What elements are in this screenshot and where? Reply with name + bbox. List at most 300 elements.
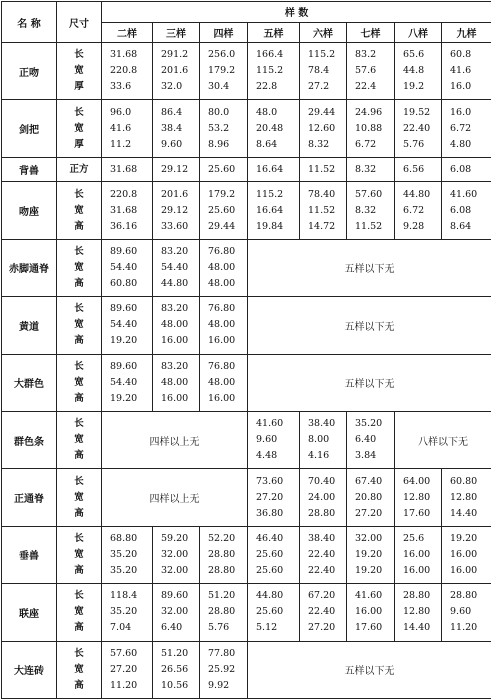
value: 38.4 <box>161 122 183 134</box>
value: 11.52 <box>308 163 336 175</box>
value: 89.60 <box>161 590 189 602</box>
value: 41.60 <box>355 590 383 602</box>
value: 9.92 <box>208 679 230 691</box>
value: 9.60 <box>161 138 183 150</box>
value-cell <box>442 182 491 239</box>
value-cell <box>347 182 395 239</box>
value: 11.20 <box>450 622 478 634</box>
value: 17.60 <box>355 622 383 634</box>
value: 16.0 <box>450 81 472 93</box>
value: 28.80 <box>450 590 478 602</box>
value: 48.00 <box>208 319 236 331</box>
value-cell <box>347 469 395 526</box>
value: 48.00 <box>208 277 236 289</box>
component-name: 垂兽 <box>2 526 57 583</box>
value-cell <box>395 526 442 583</box>
dimension-label: 宽 <box>74 434 84 446</box>
value-cell <box>248 526 300 583</box>
value: 6.08 <box>450 163 472 175</box>
value: 12.80 <box>450 491 478 503</box>
value: 60.80 <box>110 277 138 289</box>
value-cell <box>200 641 248 699</box>
value: 83.20 <box>161 360 189 372</box>
value: 32.00 <box>161 548 189 560</box>
value: 48.00 <box>161 319 189 331</box>
value-cell <box>153 100 200 157</box>
component-name: 背兽 <box>2 157 57 182</box>
dimension-label: 宽 <box>74 663 84 675</box>
samples-header: 样 数 <box>102 2 491 23</box>
value-cell <box>248 469 300 526</box>
value: 20.80 <box>355 491 383 503</box>
component-name: 赤脚通脊 <box>2 239 57 296</box>
value: 25.60 <box>208 204 236 216</box>
value: 73.60 <box>256 475 284 487</box>
value: 51.20 <box>208 590 236 602</box>
value-cell <box>200 297 248 354</box>
value-cell <box>102 43 153 100</box>
value-cell <box>248 43 300 100</box>
table-row <box>2 100 491 157</box>
component-name: 正通脊 <box>2 469 57 526</box>
value: 27.20 <box>256 491 284 503</box>
value: 16.00 <box>450 564 478 576</box>
table-row <box>2 469 491 526</box>
value: 48.00 <box>208 261 236 273</box>
component-name: 剑把 <box>2 100 57 157</box>
value: 70.40 <box>308 475 336 487</box>
value-cell <box>347 100 395 157</box>
value: 57.6 <box>355 65 377 77</box>
component-name: 大连砖 <box>2 641 57 699</box>
value: 33.60 <box>161 220 189 232</box>
value: 9.60 <box>450 606 472 618</box>
value-cell <box>442 526 491 583</box>
value-cell <box>102 641 153 699</box>
value: 4.80 <box>450 138 472 150</box>
value-cell <box>102 157 153 182</box>
value: 68.80 <box>110 532 138 544</box>
value: 32.00 <box>355 532 383 544</box>
dimension-labels <box>57 297 102 354</box>
value: 8.32 <box>355 163 377 175</box>
value: 83.2 <box>355 49 377 61</box>
value: 14.40 <box>403 622 431 634</box>
value: 32.0 <box>161 81 183 93</box>
value: 48.00 <box>208 376 236 388</box>
dimension-labels <box>57 354 102 411</box>
value: 22.40 <box>308 564 336 576</box>
component-name: 群色条 <box>2 411 57 468</box>
value: 83.20 <box>161 303 189 315</box>
value: 89.60 <box>110 245 138 257</box>
value-cell <box>442 584 491 641</box>
value: 32.00 <box>161 606 189 618</box>
component-name: 黄道 <box>2 297 57 354</box>
value: 12.80 <box>403 606 431 618</box>
component-name: 正吻 <box>2 43 57 100</box>
value: 51.20 <box>161 647 189 659</box>
value: 48.0 <box>256 106 278 118</box>
value: 35.20 <box>355 418 383 430</box>
value: 25.60 <box>208 163 236 175</box>
value: 29.12 <box>161 163 189 175</box>
value: 10.88 <box>355 122 383 134</box>
value: 6.56 <box>403 163 425 175</box>
value-cell <box>200 182 248 239</box>
table-row <box>2 43 491 100</box>
value-cell <box>102 354 153 411</box>
value: 36.16 <box>110 220 138 232</box>
value: 11.20 <box>110 679 138 691</box>
value: 60.80 <box>450 475 478 487</box>
dimension-labels <box>57 182 102 239</box>
value-cell <box>347 411 395 468</box>
value: 35.20 <box>110 564 138 576</box>
value: 83.20 <box>161 245 189 257</box>
value-cell <box>442 100 491 157</box>
value-cell <box>200 157 248 182</box>
dimension-labels <box>57 43 102 100</box>
value: 28.80 <box>208 564 236 576</box>
dimension-label: 长 <box>74 475 84 487</box>
dimension-label: 宽 <box>74 261 84 273</box>
value: 44.80 <box>256 590 284 602</box>
value-cell <box>347 526 395 583</box>
value-cell <box>442 43 491 100</box>
dimension-label: 高 <box>74 622 84 634</box>
value: 22.40 <box>308 548 336 560</box>
dimension-label: 长 <box>74 303 84 315</box>
dimension-label: 高 <box>74 564 84 576</box>
value-cell <box>153 43 200 100</box>
availability-note: 四样以上无 <box>102 411 248 468</box>
value: 14.72 <box>308 220 336 232</box>
col-header-9: 九样 <box>442 22 491 43</box>
value: 77.80 <box>208 647 236 659</box>
value: 16.00 <box>161 392 189 404</box>
value: 11.52 <box>308 204 336 216</box>
dimension-labels <box>57 641 102 699</box>
value-cell <box>395 43 442 100</box>
dimension-label: 宽 <box>74 491 84 503</box>
dimension-label: 厚 <box>74 81 84 93</box>
value: 59.20 <box>161 532 189 544</box>
value: 19.20 <box>110 335 138 347</box>
value-cell <box>153 584 200 641</box>
value-cell <box>200 100 248 157</box>
col-header-7: 七样 <box>347 22 395 43</box>
value: 54.40 <box>110 376 138 388</box>
value: 22.40 <box>403 122 431 134</box>
component-name: 吻座 <box>2 182 57 239</box>
value: 32.00 <box>161 564 189 576</box>
value: 16.64 <box>256 163 284 175</box>
value-cell <box>248 182 300 239</box>
value: 54.40 <box>110 261 138 273</box>
dimension-label: 宽 <box>74 319 84 331</box>
value: 26.56 <box>161 663 189 675</box>
value-cell <box>347 43 395 100</box>
value: 25.60 <box>256 606 284 618</box>
dimension-label: 高 <box>74 392 84 404</box>
value-cell <box>153 641 200 699</box>
value: 27.20 <box>110 663 138 675</box>
value: 12.60 <box>308 122 336 134</box>
value-cell <box>300 100 347 157</box>
header-row-1 <box>2 2 491 23</box>
value: 8.32 <box>308 138 330 150</box>
table-row <box>2 297 491 354</box>
col-header-3: 三样 <box>153 22 200 43</box>
dimension-label: 长 <box>74 532 84 544</box>
dimension-label: 长 <box>74 188 84 200</box>
value: 57.60 <box>110 647 138 659</box>
value-cell <box>347 584 395 641</box>
value: 89.60 <box>110 303 138 315</box>
size-header: 尺寸 <box>57 2 102 43</box>
value: 9.60 <box>256 434 278 446</box>
dimension-label: 宽 <box>74 204 84 216</box>
value-cell <box>300 584 347 641</box>
value: 80.0 <box>208 106 230 118</box>
value: 291.2 <box>161 49 189 61</box>
value: 38.40 <box>308 418 336 430</box>
value: 52.20 <box>208 532 236 544</box>
dimension-labels <box>57 411 102 468</box>
table-row <box>2 584 491 641</box>
availability-note: 四样以上无 <box>102 469 248 526</box>
value-cell <box>300 43 347 100</box>
value: 16.00 <box>403 548 431 560</box>
dimension-labels <box>57 584 102 641</box>
value: 57.60 <box>355 188 383 200</box>
dimension-label: 高 <box>74 507 84 519</box>
value: 22.8 <box>256 81 278 93</box>
value: 11.2 <box>110 138 132 150</box>
table-row <box>2 411 491 468</box>
value: 54.40 <box>161 261 189 273</box>
value-cell <box>395 182 442 239</box>
value-cell <box>300 469 347 526</box>
dimension-labels <box>57 526 102 583</box>
value-cell <box>153 297 200 354</box>
value: 28.80 <box>403 590 431 602</box>
value: 19.20 <box>355 564 383 576</box>
value-cell <box>200 354 248 411</box>
component-name: 联座 <box>2 584 57 641</box>
value: 8.96 <box>208 138 230 150</box>
value: 30.4 <box>208 81 230 93</box>
value: 16.00 <box>450 548 478 560</box>
dimension-label: 高 <box>74 220 84 232</box>
value: 20.48 <box>256 122 284 134</box>
value: 8.64 <box>256 138 278 150</box>
value-cell <box>395 469 442 526</box>
value: 16.64 <box>256 204 284 216</box>
value: 5.76 <box>403 138 425 150</box>
value-cell <box>102 239 153 296</box>
dimension-label: 宽 <box>74 122 84 134</box>
value: 65.6 <box>403 49 425 61</box>
value: 19.20 <box>355 548 383 560</box>
value: 86.4 <box>161 106 183 118</box>
value: 115.2 <box>308 49 336 61</box>
dimension-labels <box>57 100 102 157</box>
value: 220.8 <box>110 188 138 200</box>
value: 11.52 <box>355 220 383 232</box>
value: 201.6 <box>161 188 189 200</box>
value-cell <box>442 157 491 182</box>
table-row <box>2 239 491 296</box>
name-header: 名 称 <box>2 2 57 43</box>
value-cell <box>200 239 248 296</box>
value: 41.60 <box>256 418 284 430</box>
value: 27.2 <box>308 81 330 93</box>
value: 14.40 <box>450 507 478 519</box>
value: 76.80 <box>208 303 236 315</box>
value: 6.08 <box>450 204 472 216</box>
value: 67.40 <box>355 475 383 487</box>
value: 179.2 <box>208 65 236 77</box>
value: 9.28 <box>403 220 425 232</box>
dimension-label: 宽 <box>74 65 84 77</box>
value: 25.6 <box>403 532 425 544</box>
value-cell <box>102 526 153 583</box>
dimension-label: 高 <box>74 450 84 462</box>
col-header-2: 二样 <box>102 22 153 43</box>
value: 6.72 <box>403 204 425 216</box>
value: 19.20 <box>450 532 478 544</box>
dimension-label: 长 <box>74 49 84 61</box>
value-cell <box>395 100 442 157</box>
value: 38.40 <box>308 532 336 544</box>
dimension-label: 高 <box>74 335 84 347</box>
value: 17.60 <box>403 507 431 519</box>
value-cell <box>153 526 200 583</box>
col-header-4: 四样 <box>200 22 248 43</box>
value: 44.8 <box>403 65 425 77</box>
value-cell <box>248 584 300 641</box>
value-cell <box>200 584 248 641</box>
value: 25.60 <box>256 564 284 576</box>
value: 118.4 <box>110 590 138 602</box>
value: 6.40 <box>161 622 183 634</box>
value: 6.72 <box>450 122 472 134</box>
value: 19.84 <box>256 220 284 232</box>
value-cell <box>442 469 491 526</box>
value-cell <box>248 100 300 157</box>
value: 76.80 <box>208 360 236 372</box>
value-cell <box>248 411 300 468</box>
value: 48.00 <box>161 376 189 388</box>
value-cell <box>153 182 200 239</box>
table-row <box>2 641 491 699</box>
value: 64.00 <box>403 475 431 487</box>
dimension-label: 长 <box>74 418 84 430</box>
table-row <box>2 526 491 583</box>
value: 19.2 <box>403 81 425 93</box>
availability-note: 五样以下无 <box>248 239 491 296</box>
value: 6.72 <box>355 138 377 150</box>
value: 10.56 <box>161 679 189 691</box>
value-cell <box>153 157 200 182</box>
col-header-8: 八样 <box>395 22 442 43</box>
value: 60.8 <box>450 49 472 61</box>
value-cell <box>102 182 153 239</box>
value-cell <box>395 157 442 182</box>
dimension-label: 长 <box>74 647 84 659</box>
value: 166.4 <box>256 49 284 61</box>
value: 76.80 <box>208 245 236 257</box>
table-row <box>2 157 491 182</box>
value-cell <box>153 239 200 296</box>
table-row <box>2 354 491 411</box>
value-cell <box>300 526 347 583</box>
dimension-labels <box>57 469 102 526</box>
value: 28.80 <box>308 507 336 519</box>
value: 41.60 <box>450 188 478 200</box>
dimension-labels <box>57 157 102 182</box>
value: 67.20 <box>308 590 336 602</box>
value: 256.0 <box>208 49 236 61</box>
value: 28.80 <box>208 606 236 618</box>
dimension-label: 厚 <box>74 138 84 150</box>
value-cell <box>347 157 395 182</box>
value: 29.44 <box>208 220 236 232</box>
value: 4.48 <box>256 450 278 462</box>
table-row <box>2 182 491 239</box>
dimension-label: 高 <box>74 679 84 691</box>
value: 33.6 <box>110 81 132 93</box>
value: 5.12 <box>256 622 278 634</box>
value: 53.2 <box>208 122 230 134</box>
value: 115.2 <box>256 188 284 200</box>
value: 54.40 <box>110 319 138 331</box>
availability-note: 五样以下无 <box>248 354 491 411</box>
value: 31.68 <box>110 163 138 175</box>
dimension-label: 宽 <box>74 376 84 388</box>
value: 25.92 <box>208 663 236 675</box>
value: 27.20 <box>308 622 336 634</box>
dimension-labels <box>57 239 102 296</box>
value: 201.6 <box>161 65 189 77</box>
value: 36.80 <box>256 507 284 519</box>
dimension-label: 宽 <box>74 606 84 618</box>
dimension-label: 长 <box>74 106 84 118</box>
value: 31.68 <box>110 49 138 61</box>
sample-dimensions-table <box>1 1 491 699</box>
value: 19.52 <box>403 106 431 118</box>
value-cell <box>102 100 153 157</box>
value: 27.20 <box>355 507 383 519</box>
value: 16.00 <box>403 564 431 576</box>
value: 96.0 <box>110 106 132 118</box>
value-cell <box>300 182 347 239</box>
value: 35.20 <box>110 548 138 560</box>
value: 78.40 <box>308 188 336 200</box>
value: 89.60 <box>110 360 138 372</box>
value: 41.6 <box>110 122 132 134</box>
availability-note: 五样以下无 <box>248 641 491 699</box>
value-cell <box>153 354 200 411</box>
value: 115.2 <box>256 65 284 77</box>
value: 16.00 <box>208 335 236 347</box>
value: 8.64 <box>450 220 472 232</box>
value: 24.96 <box>355 106 383 118</box>
dimension-label: 宽 <box>74 548 84 560</box>
value: 7.04 <box>110 622 132 634</box>
